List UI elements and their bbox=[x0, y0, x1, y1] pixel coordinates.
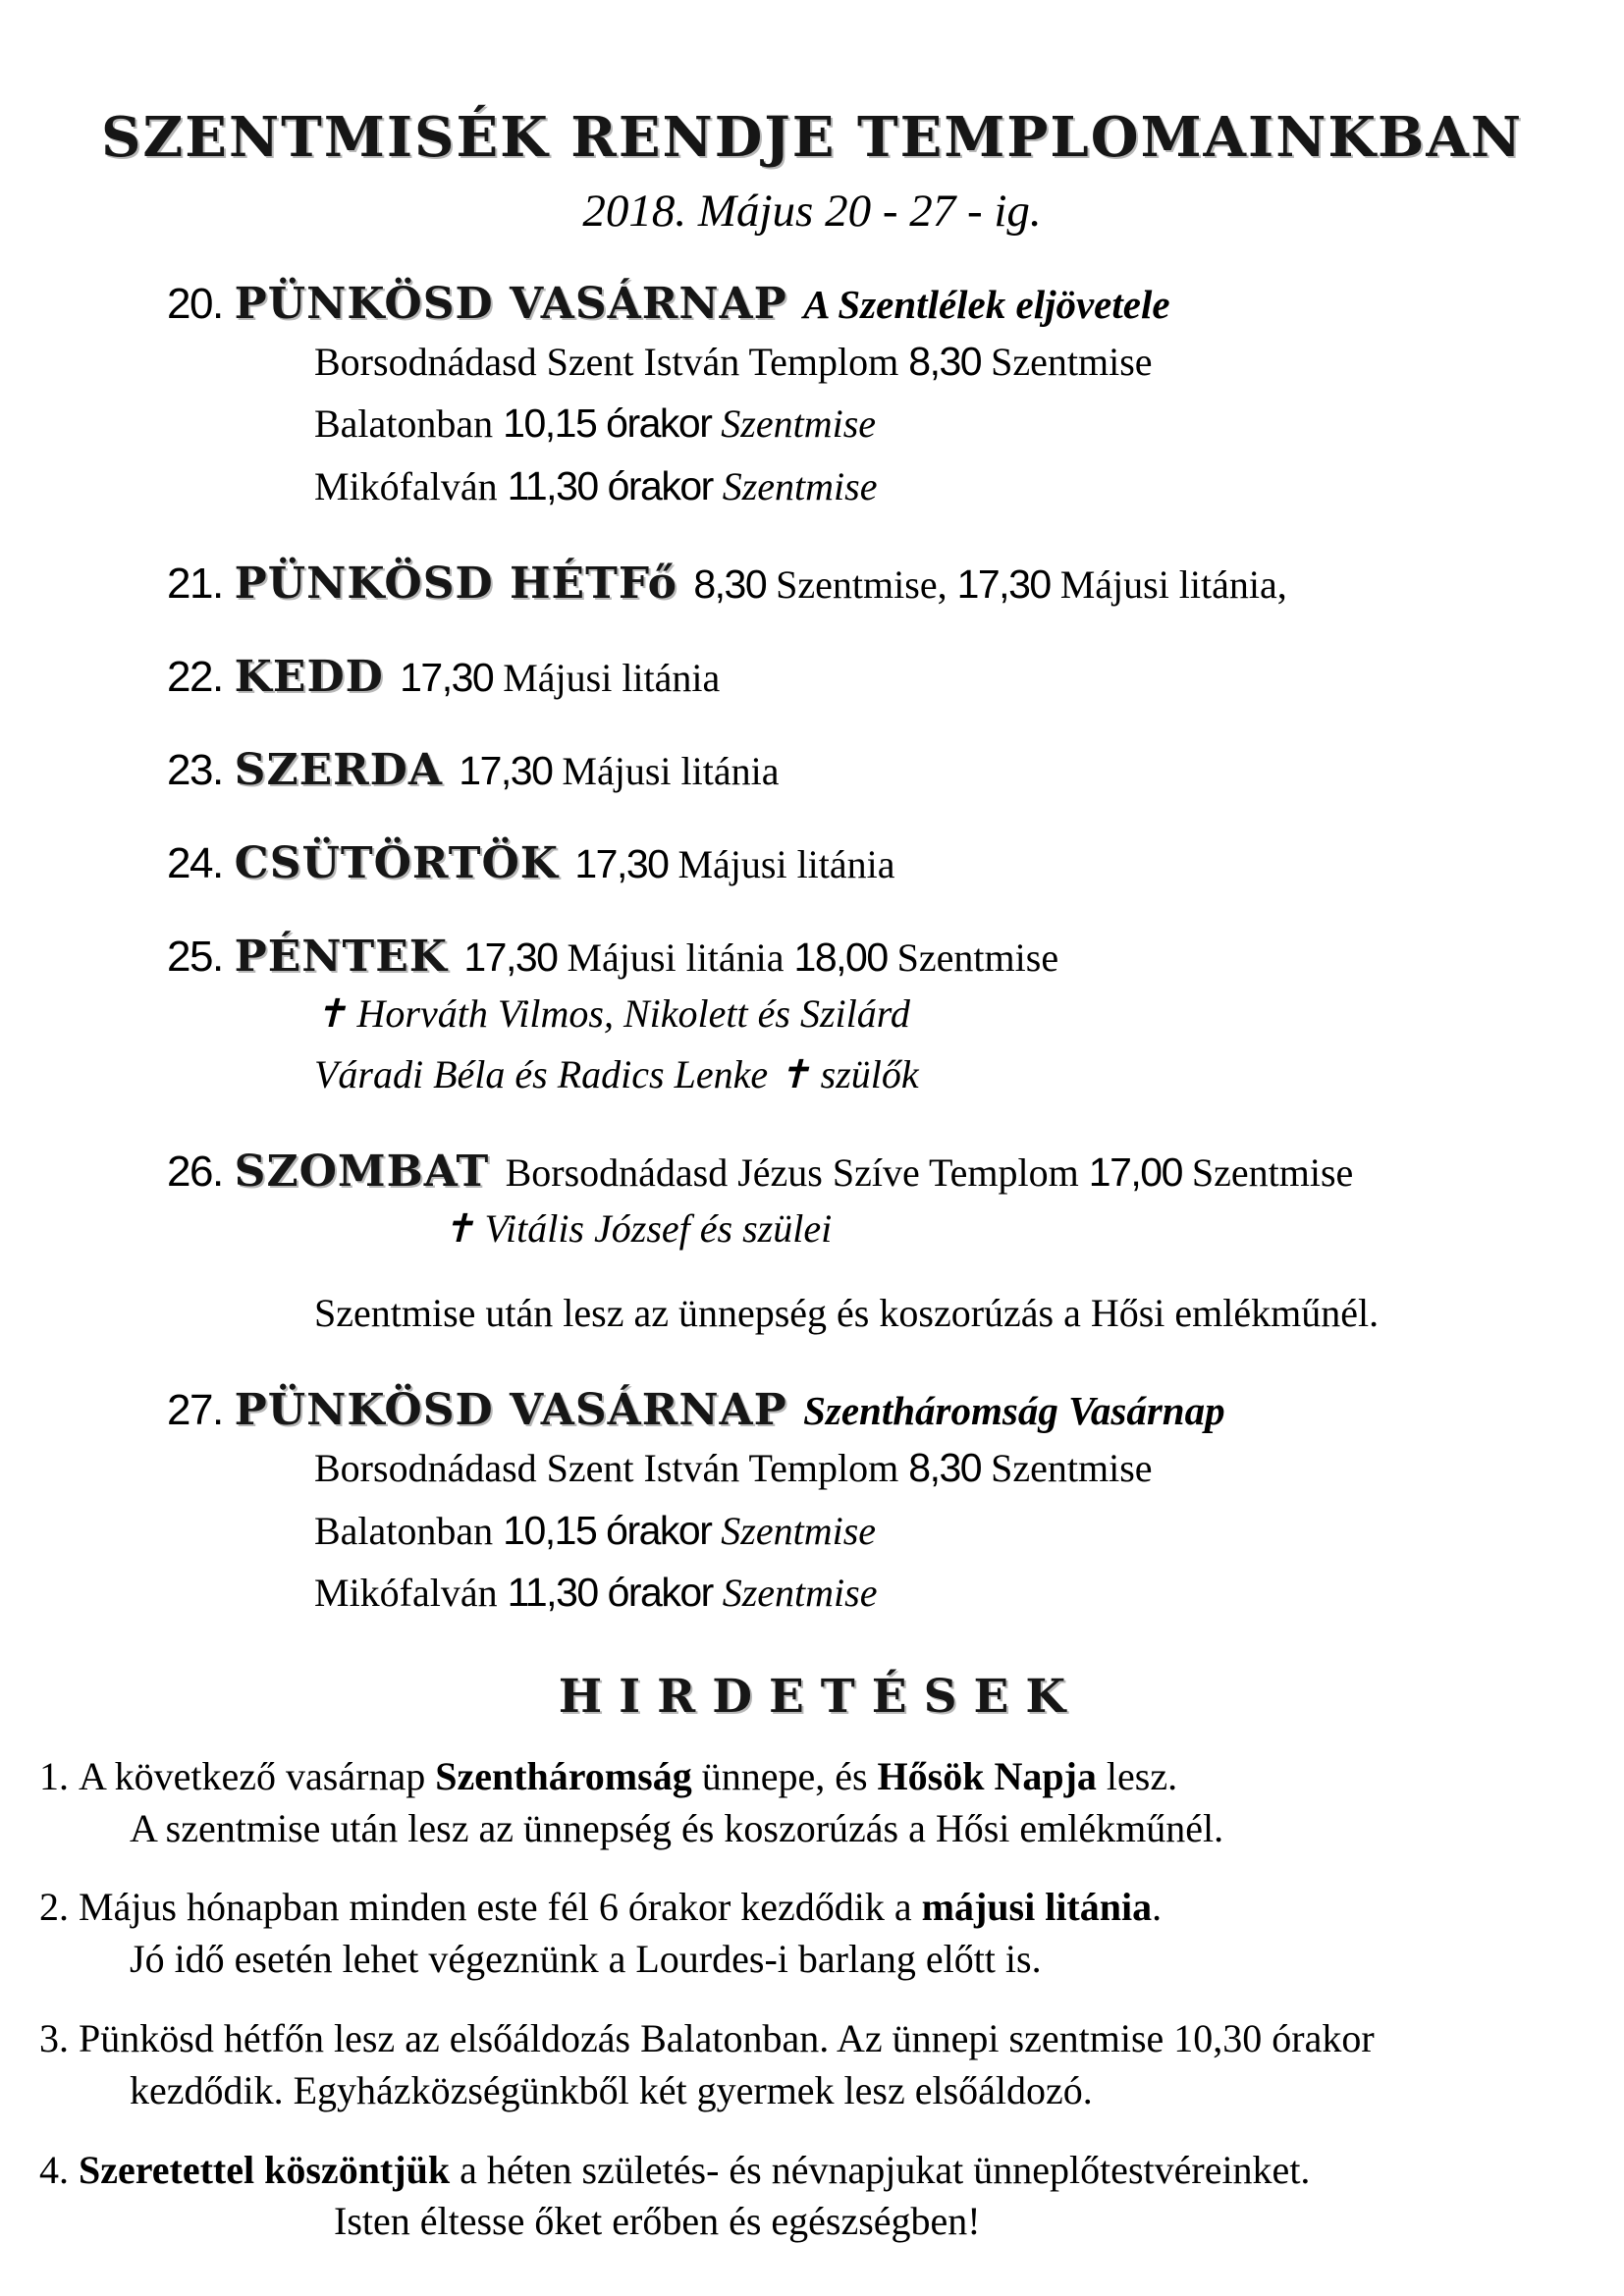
day-number: 27. bbox=[167, 1386, 223, 1435]
text-segment: Szentmise, bbox=[766, 562, 957, 608]
schedule-detail-line bbox=[314, 1562, 1624, 1625]
schedule-entry-22 bbox=[167, 650, 1624, 704]
announcement-line bbox=[39, 1882, 1624, 1934]
schedule-detail-line bbox=[314, 455, 1624, 518]
text-segment: 8,30 bbox=[908, 1445, 982, 1491]
schedule-entry-header bbox=[167, 557, 1624, 611]
day-number: 23. bbox=[167, 746, 223, 795]
text-segment: Szentmise bbox=[887, 935, 1059, 981]
text-segment: Szentmise bbox=[981, 1446, 1153, 1491]
schedule-entry-header bbox=[167, 1145, 1624, 1199]
announcement-item-1 bbox=[39, 1751, 1624, 1855]
text-segment: Szentháromság bbox=[435, 1753, 692, 1798]
schedule-entry-21 bbox=[167, 557, 1624, 611]
day-number: 22. bbox=[167, 653, 223, 702]
schedule-detail-line bbox=[314, 1500, 1624, 1563]
announcement-number: 3. bbox=[39, 2016, 69, 2061]
schedule-detail-line bbox=[314, 1437, 1624, 1500]
text-segment: KEDD bbox=[234, 652, 401, 703]
text-segment: 18,00 bbox=[793, 934, 888, 981]
announcement-line bbox=[334, 2196, 1624, 2248]
text-segment: PÜNKÖSD VASÁRNAP bbox=[234, 278, 804, 329]
text-segment: 11,30 órakor bbox=[507, 462, 723, 508]
text-segment: 11,30 órakor bbox=[507, 1570, 723, 1616]
text-segment: Szentmise bbox=[1181, 1150, 1354, 1196]
text-segment: 17,30 bbox=[459, 748, 553, 794]
announcement-line bbox=[130, 1803, 1624, 1855]
announcement-number: 4. bbox=[39, 2147, 69, 2192]
text-segment: 10,15 órakor bbox=[503, 1507, 722, 1553]
announcement-number: 1. bbox=[39, 1753, 69, 1798]
text-segment: 8,30 bbox=[693, 561, 767, 608]
text-segment: . bbox=[1152, 1885, 1163, 1930]
text-segment: ✝ Horváth Vilmos, Nikolett és Szilárd bbox=[314, 991, 910, 1037]
text-segment: SZERDA bbox=[234, 745, 460, 796]
text-segment: Pünkösd hétfőn lesz az elsőáldozás Balatonban. Az ünnepi szentmise 10,30 órakor bbox=[79, 2016, 1375, 2061]
text-segment: Májusi litánia, bbox=[1050, 562, 1287, 608]
text-segment: Május hónapban minden este fél 6 órakor kezdődik a bbox=[79, 1885, 922, 1930]
text-segment: a héten születés- és névnapjukat ünneplőtestvéreinket. bbox=[450, 2147, 1311, 2192]
text-segment: kezdődik. Egyházközségünkből két gyermek lesz elsőáldozó. bbox=[130, 2067, 1093, 2112]
document-subtitle: 2018. Május 20 - 27 - ig. bbox=[582, 185, 1042, 237]
text-segment: Balatonban bbox=[314, 1508, 504, 1553]
text-segment: Szentmise bbox=[981, 339, 1153, 384]
text-segment: 17,30 bbox=[956, 561, 1051, 608]
text-segment: ✝ Vitális József és szülei bbox=[442, 1206, 833, 1252]
day-number: 26. bbox=[167, 1148, 223, 1197]
schedule-detail-line bbox=[314, 1044, 1624, 1105]
announcement-line bbox=[39, 2145, 1624, 2197]
text-segment: 17,30 bbox=[574, 841, 669, 887]
text-segment: Hősök Napja bbox=[877, 1753, 1097, 1798]
text-segment: 10,15 órakor bbox=[503, 400, 722, 447]
announcements-list bbox=[0, 1751, 1624, 2248]
text-segment: ünnepe, és bbox=[691, 1753, 878, 1798]
text-segment: Borsodnádasd Szent István Templom bbox=[314, 1446, 909, 1491]
text-segment: májusi litánia bbox=[921, 1885, 1153, 1930]
text-segment: Májusi litánia bbox=[557, 935, 794, 981]
text-segment: Szentmise után lesz az ünnepség és koszorúzás a Hősi emlékműnél. bbox=[314, 1291, 1380, 1336]
announcement-number: 2. bbox=[39, 1885, 69, 1930]
mass-schedule-list bbox=[0, 277, 1624, 1625]
announcement-line bbox=[39, 1751, 1624, 1803]
text-segment: A szentmise után lesz az ünnepség és koszorúzás a Hősi emlékműnél. bbox=[130, 1805, 1224, 1850]
schedule-entry-24 bbox=[167, 836, 1624, 890]
schedule-detail-line bbox=[314, 984, 1624, 1044]
text-segment: Szentmise bbox=[721, 401, 877, 447]
day-number: 25. bbox=[167, 933, 223, 982]
schedule-entry-header bbox=[167, 1383, 1624, 1437]
text-segment: 17,00 bbox=[1088, 1149, 1182, 1196]
schedule-detail-line bbox=[314, 393, 1624, 455]
announcement-line bbox=[130, 2065, 1624, 2117]
day-number: 24. bbox=[167, 839, 223, 888]
day-number: 21. bbox=[167, 560, 223, 609]
text-segment: PÜNKÖSD VASÁRNAP bbox=[234, 1385, 804, 1436]
day-number: 20. bbox=[167, 279, 223, 328]
text-segment: Isten éltesse őket erőben és egészségben! bbox=[334, 2199, 981, 2244]
schedule-entry-header bbox=[167, 743, 1624, 797]
schedule-detail-line bbox=[314, 1283, 1624, 1344]
text-segment: Májusi litánia bbox=[493, 656, 721, 701]
schedule-entry-23 bbox=[167, 743, 1624, 797]
announcement-item-4 bbox=[39, 2145, 1624, 2249]
document-title: SZENTMISÉK RENDJE TEMPLOMAINKBAN bbox=[100, 105, 1524, 170]
text-segment: lesz. bbox=[1096, 1753, 1178, 1798]
text-segment: PÜNKÖSD HÉTFő bbox=[234, 559, 694, 610]
text-segment: CSÜTÖRTÖK bbox=[234, 838, 575, 889]
text-segment: Szentmise bbox=[722, 463, 878, 508]
text-segment: Jó idő esetén lehet végeznünk a Lourdes-i barlang előtt is. bbox=[130, 1937, 1042, 1982]
text-segment: 17,30 bbox=[463, 934, 558, 981]
schedule-entry-header bbox=[167, 836, 1624, 890]
text-segment: Májusi litánia bbox=[552, 749, 780, 794]
text-segment: A Szentlélek eljövetele bbox=[803, 281, 1170, 327]
announcements-heading: HIRDETÉSEK bbox=[558, 1669, 1083, 1724]
text-segment: Mikófalván bbox=[314, 463, 508, 508]
text-segment: Mikófalván bbox=[314, 1571, 508, 1616]
text-segment: SZOMBAT bbox=[234, 1147, 506, 1198]
announcement-line bbox=[130, 1934, 1624, 1986]
text-segment: Szentmise bbox=[722, 1571, 878, 1616]
schedule-detail-line bbox=[442, 1199, 1624, 1259]
schedule-detail-line bbox=[314, 331, 1624, 394]
schedule-entry-header bbox=[167, 650, 1624, 704]
schedule-entry-25 bbox=[167, 930, 1624, 1105]
schedule-entry-header bbox=[167, 277, 1624, 331]
text-segment: Májusi litánia bbox=[668, 842, 895, 887]
text-segment: Balatonban bbox=[314, 401, 504, 447]
announcement-line bbox=[39, 2013, 1624, 2065]
text-segment: PÉNTEK bbox=[234, 932, 464, 983]
text-segment: 17,30 bbox=[400, 655, 494, 701]
text-segment: Váradi Béla és Radics Lenke ✝ szülők bbox=[314, 1052, 919, 1097]
text-segment: Szentmise bbox=[721, 1508, 877, 1553]
announcement-item-3 bbox=[39, 2013, 1624, 2117]
text-segment: 8,30 bbox=[908, 338, 982, 384]
text-segment: Borsodnádasd Szent István Templom bbox=[314, 339, 909, 384]
schedule-entry-27 bbox=[167, 1383, 1624, 1625]
text-segment: Szentháromság Vasárnap bbox=[803, 1388, 1225, 1434]
announcement-item-2 bbox=[39, 1882, 1624, 1986]
text-segment: A következő vasárnap bbox=[79, 1753, 436, 1798]
schedule-entry-20 bbox=[167, 277, 1624, 518]
text-segment: Borsodnádasd Jézus Szíve Templom bbox=[505, 1150, 1089, 1196]
schedule-entry-26 bbox=[167, 1145, 1624, 1344]
text-segment: Szeretettel köszöntjük bbox=[79, 2147, 451, 2192]
schedule-entry-header bbox=[167, 930, 1624, 984]
